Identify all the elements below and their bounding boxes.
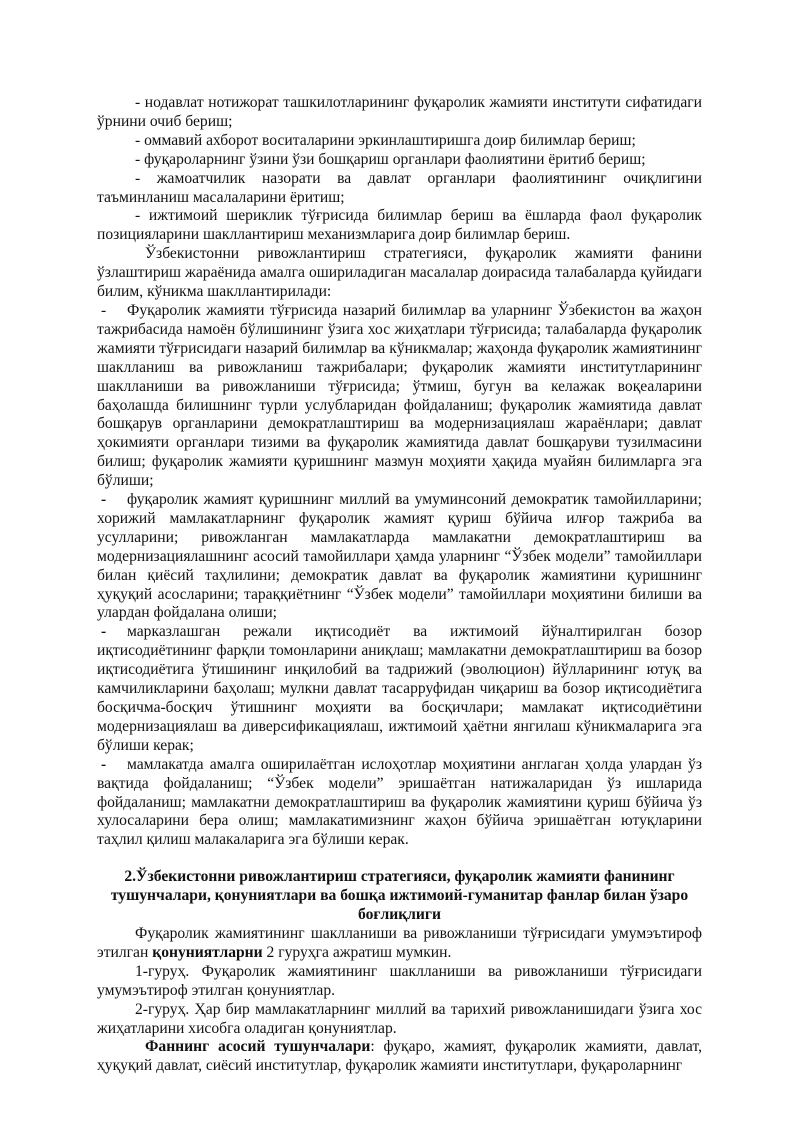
intro-item: - нодавлат нотижорат ташкилотларининг фуқаролик жамияти институти сифатидаги ўрнини очиб бериш;	[97, 94, 702, 130]
dash-paragraph	[97, 302, 702, 491]
group-item: 1-гуруҳ. Фуқаролик жамиятининг шаклланиши ва ривожланиши тўғрисидаги умумэътироф этилган қонуниятлар.	[97, 962, 702, 999]
dash-marker: -	[101, 755, 107, 773]
intro-item: - ижтимоий шериклик тўғрисида билимлар бериш ва ёшларда фаол фуқаролик позицияларини шакллантириш механизмларига доир билимлар бериш.	[97, 207, 702, 244]
section-heading: 2.Ўзбекистонни ривожлантириш стратегияси, фуқаролик жамияти фанининг тушунчалари, қонуниятлари ва бошқа ижтимоий-гуманитар фанлар билан ўзаро боғлиқлиги	[110, 868, 689, 924]
concepts-heading: Фаннинг асосий тушунчалари	[145, 1038, 371, 1056]
group-item: 2-гуруҳ. Ҳар бир мамлакатларнинг миллий ва тарихий ривожланишидаги ўзига хос жиҳатларини хисобга оладиган қонуниятлар.	[97, 1000, 702, 1037]
dash-paragraph-text: марказлашган режали иқтисодиёт ва ижтимоий йўналтирилган бозор иқтисодиётининг фарқли томонларини аниқлаш; мамлакатни демократлаштириш ва бозор иқтисодиётига ўтишининг инқилобий ва тадрижий (эволюцион) йўлларининг ютуқ ва камчиликларини баҳолаш; мулкни давлат тасарруфидан чиқариш ва бозор иқтисодиётига босқичма-босқич ўтишнинг моҳияти ва босқичлари; мамлакат иқтисодиётини модернизациялаш ва диверсификациялаш, ижтимоий ҳаётни янгилаш кўникмаларига эга бўлиши керак;	[97, 623, 702, 754]
laws-keyword: қонуниятларни	[152, 943, 263, 961]
concepts-text: : фуқаро, жамият, фуқаролик жамияти, давлат, ҳуқуқий давлат, сиёсий институтлар, фуқаролик жамияти институтлари, фуқароларнинг	[97, 1038, 702, 1075]
dash-paragraph-text: Фуқаролик жамияти тўғрисида назарий билимлар ва уларнинг Ўзбекистон ва жаҳон тажрибасида намоён бўлишининг ўзига хос жиҳатлари тўғрисида; талабаларда фуқаролик жамияти тўғрисидаги назарий билимлар ва кўникмалар; жаҳонда фуқаролик жамиятининг шаклланиш ва ривожланиш тажрибалари; фуқаролик жамияти институтларининг шаклланиши ва ривожланиши тўғрисида; ўтмиш, бугун ва келажак воқеаларини баҳолашда билишнинг турли услубларидан фойдаланиш; фуқаролик жамиятида давлат бошқарув органларини демократлаштириш ва модернизациялаш жараёнлари; давлат ҳокимияти органлари тизими ва фуқаролик жамиятида давлат бошқаруви тузилмасини билиш; фуқаролик жамияти қуришнинг мазмун моҳияти ҳақида муайян билимларга эга бўлиши;	[97, 301, 702, 490]
lead-paragraph: Ўзбекистонни ривожлантириш стратегияси, фуқаролик жамияти фанини ўзлаштириш жараёнида амалга ошириладиган масалалар доирасида талабаларда қуйидаги билим, кўникма шакллантирилади:	[97, 245, 702, 301]
concepts-paragraph	[97, 1038, 702, 1076]
dash-paragraph	[97, 756, 702, 851]
laws-text-after: 2 гуруҳга ажратиш мумкин.	[262, 943, 452, 961]
dash-paragraph	[97, 491, 702, 623]
dash-marker: -	[101, 491, 107, 509]
intro-item: - фуқароларнинг ўзини ўзи бошқариш органлари фаолиятини ёритиб бериш;	[135, 150, 646, 168]
dash-paragraph	[97, 623, 702, 755]
dash-paragraph-text: мамлакатда амалга оширилаётган ислоҳотлар моҳиятини англаган ҳолда улардан ўз вақтида фойдаланиш; “Ўзбек модели” эришаётган натижаларидан ўз ишларида фойдаланиш; мамлакатни демократлаштириш ва фуқаролик жамиятини қуриш бўйича ўз хулосаларини бера олиш; мамлакатимизнинг жаҳон бўйича эришаётган ютуқларини таҳлил қилиш малакаларига эга бўлиши керак.	[97, 755, 702, 849]
dash-paragraph-text: фуқаролик жамият қуришнинг миллий ва умуминсоний демократик тамойилларини; хорижий мамлакатларнинг фуқаролик жамият қуриш бўйича илғор тажриба ва усулларини; ривожланган мамлакатларда мамлакатни демократлаштириш ва модернизациялашнинг асосий тамойиллари ҳамда уларнинг “Ўзбек модели” тамойиллари билан қиёсий таҳлилини; демократик давлат ва фуқаролик жамиятини қуришнинг ҳуқуқий асосларини; тараққиётнинг “Ўзбек модели” тамойиллари моҳиятини билиши ва улардан фойдалана олиши;	[97, 491, 702, 622]
laws-paragraph	[97, 925, 702, 963]
intro-item: - жамоатчилик назорати ва давлат органлари фаолиятининг очиқлигини таъминланиш масалаларини ёритиш;	[97, 169, 702, 206]
dash-marker: -	[101, 301, 107, 319]
dash-marker: -	[101, 623, 107, 641]
laws-text-before: Фуқаролик жамиятининг шаклланиши ва ривожланиши тўғрисидаги умумэътироф этилган	[97, 924, 702, 961]
intro-item: - оммавий ахборот воситаларини эркинлаштиришга доир билимлар бериш;	[135, 131, 636, 149]
